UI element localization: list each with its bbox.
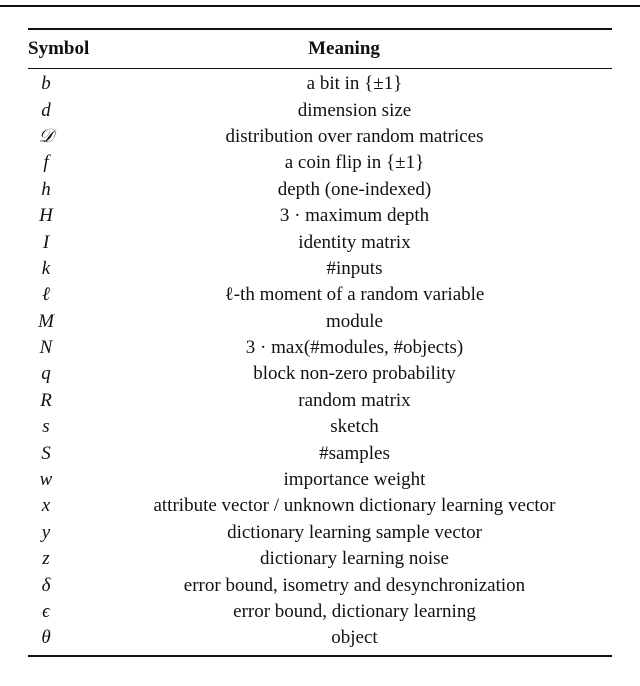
table-row — [28, 309, 612, 335]
row-symbol: s — [42, 416, 50, 438]
table-row — [28, 150, 612, 176]
row-meaning: error bound, isometry and desynchronization — [183, 574, 526, 596]
table-row — [28, 493, 612, 519]
row-meaning: module — [326, 310, 383, 332]
row-meaning: object — [331, 627, 378, 649]
row-symbol: b — [41, 73, 51, 95]
row-symbol: q — [41, 363, 51, 385]
table-row — [28, 203, 612, 229]
table-row — [28, 388, 612, 414]
table-row — [28, 467, 612, 493]
table-bottom-rule — [28, 655, 612, 657]
table-row — [28, 520, 612, 546]
table-row — [28, 124, 612, 150]
row-symbol: x — [41, 495, 51, 517]
table-row — [28, 625, 612, 651]
row-symbol: R — [40, 389, 52, 411]
row-meaning: 3 · maximum depth — [279, 205, 430, 227]
table-row — [28, 573, 612, 599]
row-symbol: k — [41, 257, 51, 279]
row-symbol: ℓ — [42, 284, 50, 306]
row-symbol: 𝒟 — [38, 125, 54, 147]
row-meaning: sketch — [330, 416, 379, 438]
page-header-rule — [0, 5, 640, 7]
row-meaning: a bit in {±1} — [306, 73, 403, 95]
row-meaning: #inputs — [326, 257, 383, 279]
notation-table — [28, 28, 612, 657]
row-symbol: h — [41, 178, 51, 200]
table-row — [28, 546, 612, 572]
row-symbol: H — [39, 205, 53, 227]
row-meaning: depth (one-indexed) — [277, 178, 432, 200]
table-row — [28, 230, 612, 256]
table-row — [28, 282, 612, 308]
row-symbol: θ — [41, 627, 51, 649]
row-symbol: I — [42, 231, 50, 253]
row-meaning: dictionary learning sample vector — [227, 521, 482, 543]
header-symbol: Symbol — [28, 38, 90, 59]
table-row — [28, 335, 612, 361]
table-row — [28, 256, 612, 282]
table-body — [28, 69, 612, 655]
table-row — [28, 441, 612, 467]
row-meaning: attribute vector / unknown dictionary learning vector — [153, 495, 556, 517]
row-meaning: a coin flip in {±1} — [284, 152, 425, 174]
row-meaning: ℓ-th moment of a random variable — [224, 284, 485, 306]
row-symbol: N — [39, 337, 53, 359]
row-symbol: δ — [41, 574, 51, 596]
table-row — [28, 414, 612, 440]
table-header-row — [28, 30, 612, 68]
row-meaning: distribution over random matrices — [225, 125, 484, 147]
table-row — [28, 71, 612, 97]
table-row — [28, 599, 612, 625]
row-symbol: z — [42, 548, 50, 570]
row-meaning: error bound, dictionary learning — [233, 601, 476, 622]
row-symbol: y — [41, 521, 51, 543]
row-meaning: random matrix — [298, 389, 411, 411]
row-symbol: w — [39, 469, 53, 491]
row-meaning: identity matrix — [298, 231, 411, 253]
row-meaning: #samples — [319, 442, 390, 464]
row-meaning: dimension size — [297, 99, 412, 121]
row-symbol: f — [43, 152, 49, 174]
row-symbol: M — [38, 310, 54, 332]
table-row — [28, 177, 612, 203]
table-row — [28, 98, 612, 124]
row-symbol: S — [41, 442, 51, 464]
row-meaning: dictionary learning noise — [260, 548, 449, 570]
row-symbol: ϵ — [42, 601, 50, 622]
row-meaning: 3 · max(#modules, #objects) — [245, 337, 464, 359]
table-row — [28, 361, 612, 387]
row-meaning: importance weight — [283, 469, 426, 491]
row-meaning: block non-zero probability — [253, 363, 456, 385]
header-meaning: Meaning — [308, 38, 380, 59]
row-symbol: d — [41, 99, 51, 121]
